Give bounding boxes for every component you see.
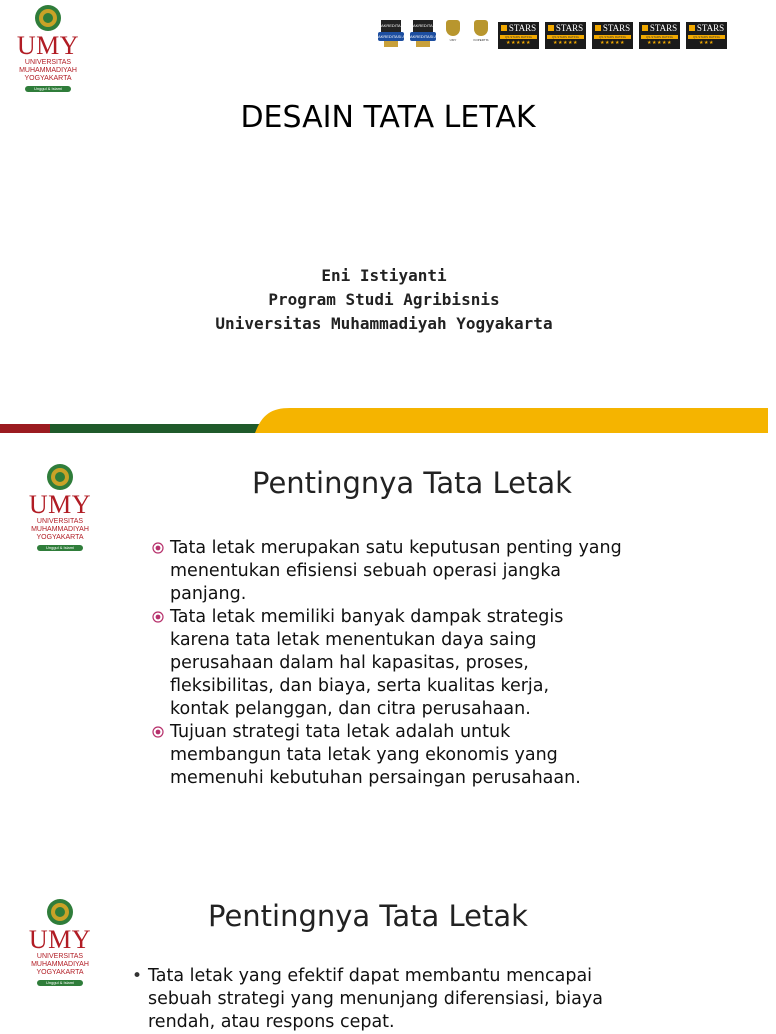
bullet-line: memenuhi kebutuhan persaingan perusahaan.: [170, 768, 581, 788]
content-slide: [0, 878, 768, 1032]
umy-logo: [12, 4, 84, 92]
accreditation-badges: [378, 20, 727, 50]
stars-rating: ★★★: [699, 39, 714, 46]
crest-caption: KOPERTIS: [473, 38, 489, 42]
bullet-line: Tata letak memiliki banyak dampak strategis: [170, 607, 564, 627]
logo-university-line3: YOGYAKARTA: [36, 969, 84, 976]
qs-stars-badge: [686, 22, 727, 49]
university-name: Universitas Muhammadiyah Yogyakarta: [215, 314, 553, 333]
logo-acronym: UMY: [28, 925, 92, 954]
footer-band-yellow: [255, 408, 768, 433]
umy-emblem-icon: [33, 4, 63, 32]
bullet-line: Tujuan strategi tata letak adalah untuk: [170, 722, 511, 742]
accreditation-badge-base: [384, 41, 398, 47]
stars-word: STARS: [508, 22, 537, 33]
study-program: Program Studi Agribisnis: [268, 290, 500, 309]
crest-icon: [474, 20, 488, 36]
qs-stars-badge: [639, 22, 680, 49]
dot-bullet-icon: •: [132, 966, 143, 986]
stars-square-icon: [595, 25, 601, 31]
stars-bar: QS STARS RATING: [688, 35, 725, 39]
stars-bar: QS STARS RATING: [547, 35, 584, 39]
bullet-list: [152, 537, 752, 790]
accreditation-badge-top: AKREDITASI: [413, 20, 433, 32]
logo-university-line1: UNIVERSITAS: [36, 953, 84, 960]
bullet-line: Tata letak yang efektif dapat membantu mencapai: [148, 966, 593, 986]
bullet-item: [132, 965, 752, 1034]
qs-stars-badge: [592, 22, 633, 49]
logo-motto: Unggul & Islami: [37, 545, 83, 551]
logo-university-line2: MUHAMMADIYAH: [31, 526, 89, 533]
umy-logo: [24, 898, 96, 986]
bullet-line: karena tata letak menentukan daya saing: [170, 630, 537, 650]
bullet-line: fleksibilitas, dan biaya, serta kualitas kerja,: [170, 676, 550, 696]
stars-word: STARS: [696, 22, 725, 33]
logo-university-line1: UNIVERSITAS: [36, 518, 84, 525]
bullet-line: membangun tata letak yang ekonomis yang: [170, 745, 558, 765]
bullet-item: [152, 721, 752, 790]
accreditation-badge: [410, 20, 436, 50]
author-name: Eni Istiyanti: [321, 266, 447, 285]
slide-title: Pentingnya Tata Letak: [208, 899, 528, 933]
bullet-line: rendah, atau respons cepat.: [148, 1012, 395, 1032]
bullet-line: sebuah strategi yang menunjang diferensiasi, biaya: [148, 989, 603, 1009]
bullet-item: [152, 537, 752, 606]
stars-rating: ★★★★★: [600, 39, 625, 46]
qs-stars-badge: [545, 22, 586, 49]
logo-acronym: UMY: [28, 490, 92, 519]
circle-bullet-icon: [152, 611, 164, 623]
bullet-line: panjang.: [170, 584, 247, 604]
accreditation-badge-top: AKREDITASI: [381, 20, 401, 32]
crest-caption: UMY: [449, 38, 457, 42]
bullet-line: menentukan efisiensi sebuah operasi jangka: [170, 561, 561, 581]
stars-square-icon: [642, 25, 648, 31]
logo-motto: Unggul & Islami: [25, 86, 71, 92]
stars-square-icon: [501, 25, 507, 31]
stars-square-icon: [548, 25, 554, 31]
footer-band-red: [0, 424, 55, 433]
accreditation-badge-ribbon: AKREDITASI A: [410, 34, 438, 39]
stars-bar: QS STARS RATING: [594, 35, 631, 39]
umy-emblem-icon: [45, 898, 75, 926]
bullet-line: Tata letak merupakan satu keputusan penting yang: [170, 538, 622, 558]
bullet-line: perusahaan dalam hal kapasitas, proses,: [170, 653, 529, 673]
stars-word: STARS: [602, 22, 631, 33]
logo-university-line3: YOGYAKARTA: [24, 75, 72, 82]
circle-bullet-icon: [152, 542, 164, 554]
bullet-line: kontak pelanggan, dan citra perusahaan.: [170, 699, 531, 719]
logo-university-line2: MUHAMMADIYAH: [19, 67, 77, 74]
content-slide: [0, 443, 768, 875]
umy-logo: [24, 463, 96, 551]
logo-motto: Unggul & Islami: [37, 980, 83, 986]
stars-rating: ★★★★★: [647, 39, 672, 46]
logo-university-line3: YOGYAKARTA: [36, 534, 84, 541]
title-slide: [0, 0, 768, 433]
accreditation-badge-ribbon: AKREDITASI A: [378, 34, 406, 39]
crest-badge: [470, 20, 492, 50]
stars-rating: ★★★★★: [553, 39, 578, 46]
author-block: [0, 264, 768, 336]
crest-icon: [446, 20, 460, 36]
logo-university-line2: MUHAMMADIYAH: [31, 961, 89, 968]
footer-color-band: [0, 404, 768, 433]
accreditation-badge-base: [416, 41, 430, 47]
stars-bar: QS STARS RATING: [641, 35, 678, 39]
stars-word: STARS: [649, 22, 678, 33]
logo-university-line1: UNIVERSITAS: [24, 59, 72, 66]
umy-emblem-icon: [45, 463, 75, 491]
qs-stars-badge: [498, 22, 539, 49]
logo-acronym: UMY: [16, 31, 80, 60]
bullet-list: [132, 965, 752, 1034]
stars-square-icon: [689, 25, 695, 31]
crest-badge: [442, 20, 464, 50]
stars-rating: ★★★★★: [506, 39, 531, 46]
footer-band-green: [50, 424, 265, 433]
presentation-title: DESAIN TATA LETAK: [240, 100, 536, 135]
stars-word: STARS: [555, 22, 584, 33]
stars-bar: QS STARS RATING: [500, 35, 537, 39]
circle-bullet-icon: [152, 726, 164, 738]
slide-title: Pentingnya Tata Letak: [252, 466, 572, 500]
accreditation-badge: [378, 20, 404, 50]
bullet-item: [152, 606, 752, 721]
